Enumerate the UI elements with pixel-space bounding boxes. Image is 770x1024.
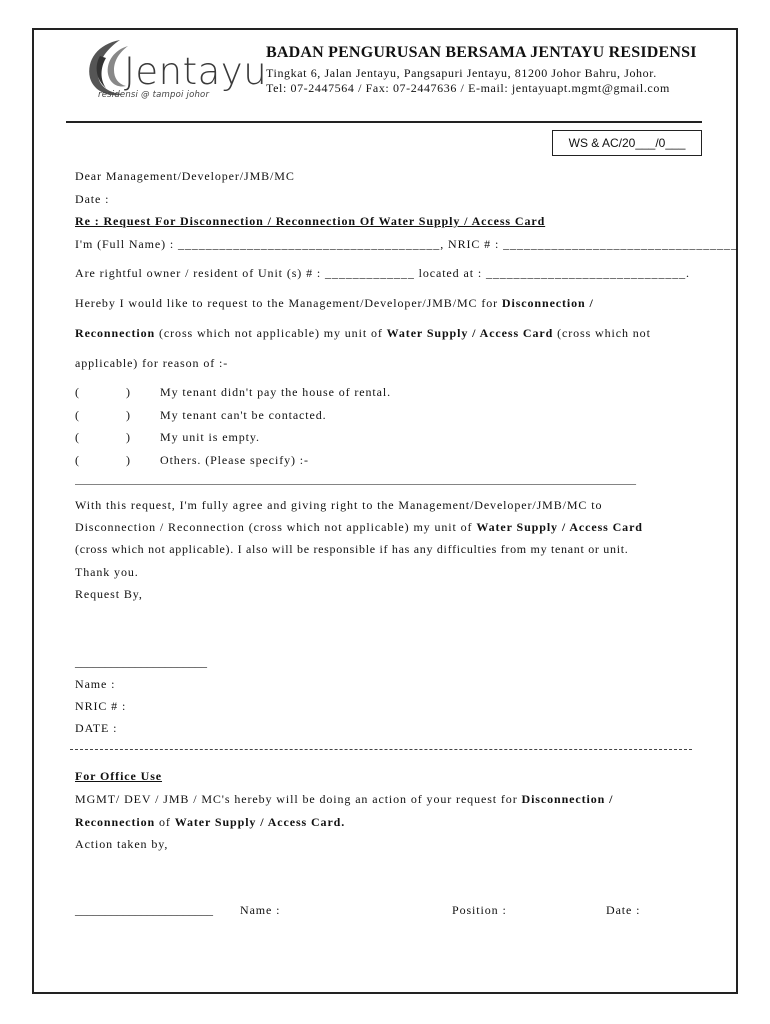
request-paragraph-line-2: Reconnection (cross which not applicable) my unit of Water Supply / Access Card (cross which not (75, 326, 651, 340)
unit-location-field[interactable]: Are rightful owner / resident of Unit (s) # : _____________ located at : _____________________________. (75, 266, 690, 280)
thank-you: Thank you. (75, 565, 139, 579)
office-line-1: MGMT/ DEV / JMB / MC's hereby will be doing an action of your request for Disconnection / (75, 792, 614, 806)
header-divider (66, 121, 702, 123)
specify-reason-line[interactable]: ______________________________________________________________________________________________________ (75, 474, 636, 486)
reason-label: My tenant can't be contacted. (160, 408, 327, 422)
organization-contact: Tel: 07-2447564 / Fax: 07-2447636 / E-mail: jentayuapt.mgmt@gmail.com (266, 81, 670, 95)
logo-tagline: residensi @ tampoi johor (98, 90, 210, 100)
reference-number-box[interactable]: WS & AC/20___/0___ (552, 130, 702, 156)
requester-nric-field[interactable]: NRIC # : (75, 699, 127, 713)
checkbox-open[interactable]: ( (75, 430, 80, 444)
logo-wordmark: Jentayu (124, 50, 268, 93)
organization-address: Tingkat 6, Jalan Jentayu, Pangsapuri Jentayu, 81200 Johor Bahru, Johor. (266, 66, 657, 80)
reason-label: My tenant didn't pay the house of rental. (160, 385, 392, 399)
jentayu-logo (80, 36, 268, 106)
consent-line-2: Disconnection / Reconnection (cross which not applicable) my unit of Water Supply / Access Card (75, 520, 643, 534)
requester-date-field[interactable]: DATE : (75, 721, 118, 735)
request-paragraph-line-1: Hereby I would like to request to the Management/Developer/JMB/MC for Disconnection / (75, 296, 594, 310)
date-field[interactable]: Date : (75, 192, 110, 206)
office-line-2: Reconnection of Water Supply / Access Card. (75, 815, 346, 829)
checkbox-open[interactable]: ( (75, 385, 80, 399)
action-taken-label: Action taken by, (75, 837, 169, 851)
request-paragraph-line-3: applicable) for reason of :- (75, 356, 229, 370)
checkbox-close[interactable]: ) (126, 430, 131, 444)
officer-date-field[interactable]: Date : (606, 903, 641, 917)
name-nric-field[interactable]: I'm (Full Name) : ______________________________________, NRIC # : __________________________________ (75, 237, 738, 251)
officer-position-field[interactable]: Position : (452, 903, 507, 917)
reason-label: My unit is empty. (160, 430, 260, 444)
officer-signature-line[interactable]: _______________________ (75, 903, 213, 917)
officer-name-field[interactable]: Name : (240, 903, 281, 917)
request-by-label: Request By, (75, 587, 143, 601)
salutation: Dear Management/Developer/JMB/MC (75, 169, 295, 183)
consent-line-3: (cross which not applicable). I also will be responsible if has any difficulties from my tenant or unit. (75, 542, 629, 556)
office-use-heading: For Office Use (75, 769, 163, 783)
requester-name-field[interactable]: Name : (75, 677, 116, 691)
checkbox-close[interactable]: ) (126, 453, 131, 467)
office-use-separator (70, 749, 692, 750)
signature-line[interactable]: ______________________ (75, 655, 207, 669)
checkbox-close[interactable]: ) (126, 408, 131, 422)
checkbox-close[interactable]: ) (126, 385, 131, 399)
checkbox-open[interactable]: ( (75, 453, 80, 467)
checkbox-open[interactable]: ( (75, 408, 80, 422)
subject-line: Re : Request For Disconnection / Reconnection Of Water Supply / Access Card (75, 214, 546, 228)
reason-label: Others. (Please specify) :- (160, 453, 309, 467)
consent-line-1: With this request, I'm fully agree and giving right to the Management/Developer/JMB/MC to (75, 498, 603, 512)
organization-name: BADAN PENGURUSAN BERSAMA JENTAYU RESIDENSI (266, 44, 697, 61)
